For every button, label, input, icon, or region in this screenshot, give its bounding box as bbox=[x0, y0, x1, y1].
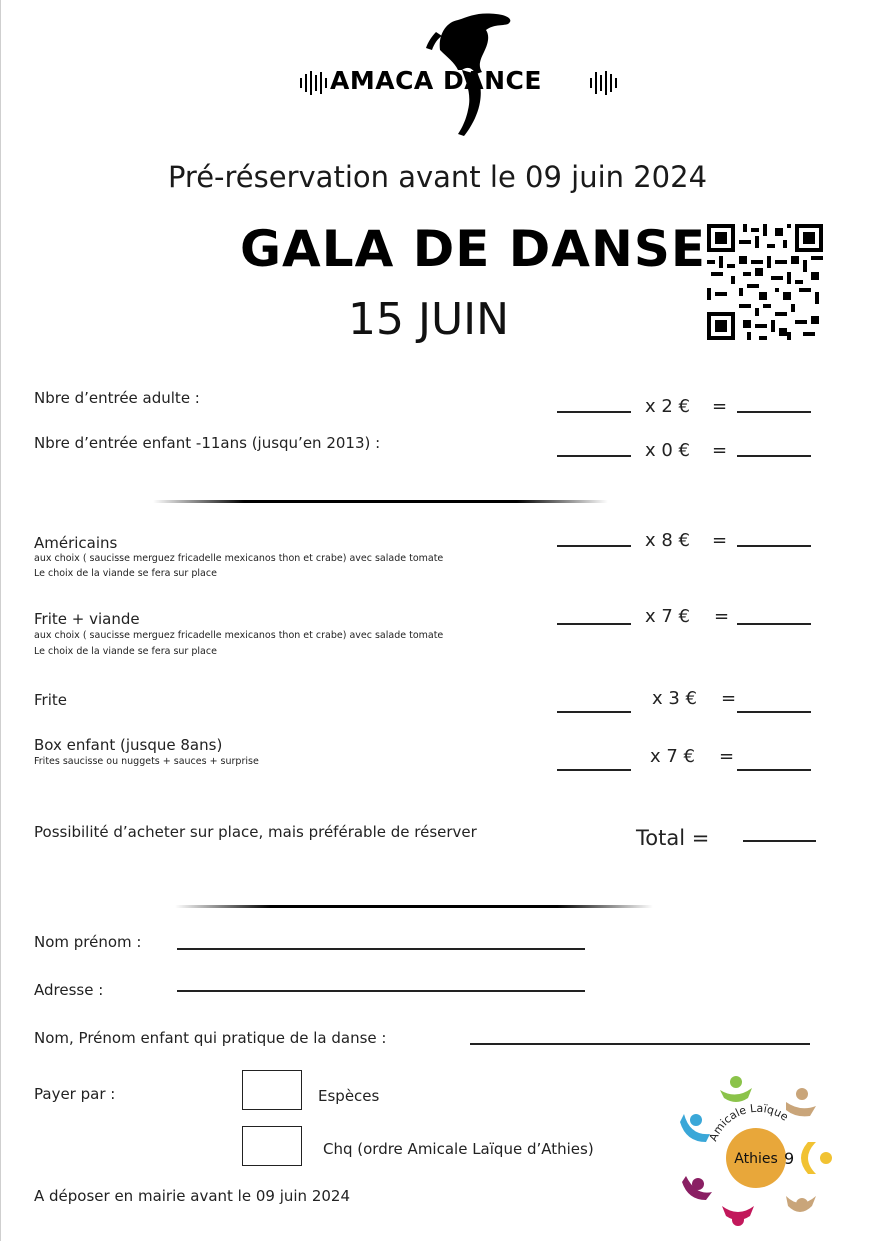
logo-text: AMACA DANCE bbox=[330, 66, 542, 95]
amicale-laique-logo bbox=[676, 1072, 836, 1232]
americains-note: Le choix de la viande se fera sur place bbox=[34, 568, 217, 579]
frite-viande-equals: = bbox=[714, 606, 730, 627]
frite-price: x 3 € bbox=[652, 688, 697, 709]
name-field[interactable] bbox=[177, 948, 585, 950]
americains-subtotal-field[interactable] bbox=[737, 545, 811, 547]
event-title: GALA DE DANSE bbox=[240, 220, 706, 278]
name-label: Nom prénom : bbox=[34, 933, 142, 951]
form-divider bbox=[175, 905, 653, 908]
frite-viande-label: Frite + viande bbox=[34, 610, 140, 628]
box-enfant-label: Box enfant (jusque 8ans) bbox=[34, 736, 223, 754]
box-enfant-equals: = bbox=[719, 746, 735, 767]
child-equals: = bbox=[712, 440, 728, 461]
event-date: 15 JUIN bbox=[348, 294, 510, 345]
child-name-field[interactable] bbox=[470, 1043, 810, 1045]
americains-quantity-field[interactable] bbox=[557, 545, 631, 547]
cash-checkbox[interactable] bbox=[242, 1070, 302, 1110]
address-label: Adresse : bbox=[34, 981, 104, 999]
frite-subtotal-field[interactable] bbox=[737, 711, 811, 713]
frite-viande-note: Le choix de la viande se fera sur place bbox=[34, 646, 217, 657]
qr-code-icon[interactable] bbox=[707, 224, 823, 340]
payment-label: Payer par : bbox=[34, 1085, 116, 1103]
box-enfant-detail: Frites saucisse ou nuggets + sauces + surprise bbox=[34, 756, 259, 767]
frite-equals: = bbox=[721, 688, 737, 709]
total-label: Total = bbox=[636, 826, 710, 850]
frite-quantity-field[interactable] bbox=[557, 711, 631, 713]
child-name-label: Nom, Prénom enfant qui pratique de la danse : bbox=[34, 1029, 387, 1047]
adult-equals: = bbox=[712, 396, 728, 417]
check-checkbox[interactable] bbox=[242, 1126, 302, 1166]
section-divider bbox=[153, 500, 608, 503]
frite-viande-price: x 7 € bbox=[645, 606, 690, 627]
footer-note: A déposer en mairie avant le 09 juin 2024 bbox=[34, 1187, 350, 1205]
badge-center-text: Athies bbox=[734, 1151, 778, 1167]
americains-equals: = bbox=[712, 530, 728, 551]
americains-label: Américains bbox=[34, 534, 118, 552]
adult-entry-label: Nbre d’entrée adulte : bbox=[34, 389, 200, 407]
frite-label: Frite bbox=[34, 691, 67, 709]
child-quantity-field[interactable] bbox=[557, 455, 631, 457]
prereservation-deadline: Pré-réservation avant le 09 juin 2024 bbox=[167, 160, 708, 194]
child-entry-label: Nbre d’entrée enfant -11ans (jusqu’en 2013) : bbox=[34, 434, 381, 452]
address-field[interactable] bbox=[177, 990, 585, 992]
total-field[interactable] bbox=[743, 840, 816, 842]
americains-detail: aux choix ( saucisse merguez fricadelle mexicanos thon et crabe) avec salade tomate bbox=[34, 553, 444, 564]
cash-option-label: Espèces bbox=[318, 1087, 380, 1105]
sound-wave-left-icon bbox=[298, 68, 328, 98]
child-subtotal-field[interactable] bbox=[737, 455, 811, 457]
box-enfant-subtotal-field[interactable] bbox=[737, 769, 811, 771]
frite-viande-subtotal-field[interactable] bbox=[737, 623, 811, 625]
badge-suffix: 9 bbox=[784, 1149, 795, 1168]
frite-viande-quantity-field[interactable] bbox=[557, 623, 631, 625]
sound-wave-right-icon bbox=[590, 68, 620, 98]
badge-arc-text: Amicale Laïque bbox=[706, 1101, 791, 1144]
box-enfant-quantity-field[interactable] bbox=[557, 769, 631, 771]
americains-price: x 8 € bbox=[645, 530, 690, 551]
adult-subtotal-field[interactable] bbox=[737, 411, 811, 413]
adult-price: x 2 € bbox=[645, 396, 690, 417]
check-option-label: Chq (ordre Amicale Laïque d’Athies) bbox=[323, 1140, 594, 1158]
box-enfant-price: x 7 € bbox=[650, 746, 695, 767]
adult-quantity-field[interactable] bbox=[557, 411, 631, 413]
purchase-on-site-note: Possibilité d’acheter sur place, mais préférable de réserver bbox=[34, 823, 477, 841]
child-price: x 0 € bbox=[645, 440, 690, 461]
frite-viande-detail: aux choix ( saucisse merguez fricadelle mexicanos thon et crabe) avec salade tomate bbox=[34, 630, 444, 641]
